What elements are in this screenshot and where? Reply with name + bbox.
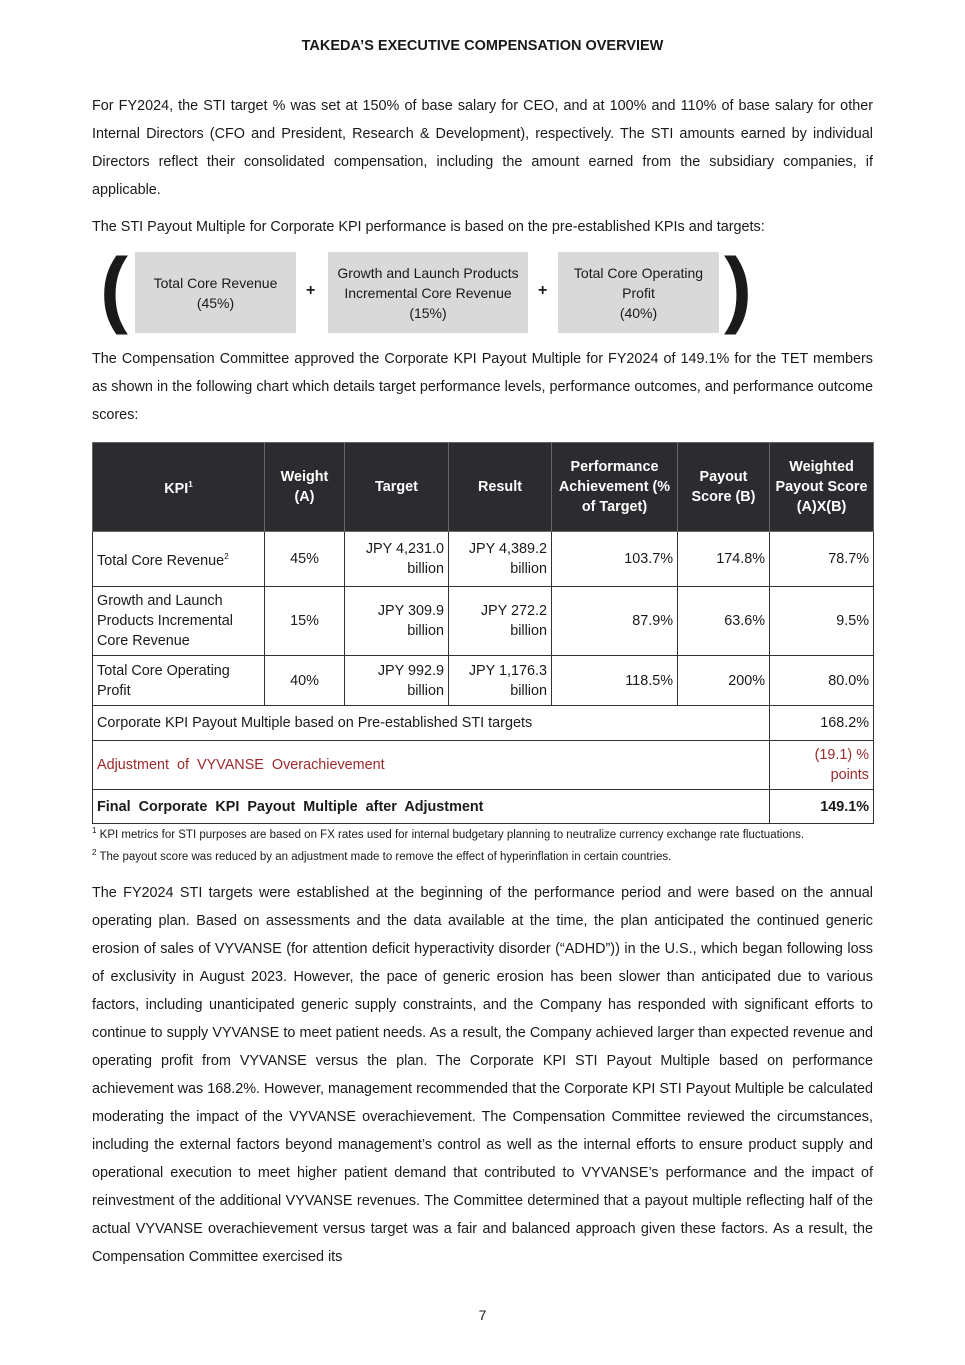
target-cell: JPY 992.9 billion <box>345 656 449 706</box>
plus-sign: + <box>306 282 316 299</box>
payout-cell: 200% <box>678 656 770 706</box>
result-cell: JPY 272.2 billion <box>449 587 552 656</box>
kpi-cell: Total Core Operating Profit <box>93 656 265 706</box>
kpi-table <box>92 442 874 824</box>
page-title: TAKEDA’S EXECUTIVE COMPENSATION OVERVIEW <box>301 38 664 54</box>
box-label: Total Core Operating <box>573 264 704 281</box>
performance-cell: 87.9% <box>552 587 678 656</box>
subtotal-label: Corporate KPI Payout Multiple based on Pre-established STI targets <box>93 706 770 741</box>
subtotal-value: 168.2% <box>770 706 874 741</box>
table-row <box>93 587 874 656</box>
header-weight: Weight (A) <box>265 443 345 532</box>
table-header-row <box>93 443 874 532</box>
final-value: 149.1% <box>770 790 874 824</box>
paragraph-committee: The Compensation Committee approved the Corporate KPI Payout Multiple for FY2024 of 149.1% for the TET members as shown in the following chart which details target performance levels, performance outcomes, and performance outcome scores: <box>92 351 873 423</box>
formula-box-growth <box>328 252 528 333</box>
payout-cell: 174.8% <box>678 532 770 587</box>
box-weight: (45%) <box>196 294 235 311</box>
result-cell: JPY 4,389.2 billion <box>449 532 552 587</box>
footnote-2: $^2$ The payout score was reduced by an adjustment made to remove the effect of hyperinflation in certain countries. <box>92 848 672 863</box>
table-row <box>93 656 874 706</box>
table-row <box>93 532 874 587</box>
kpi-formula <box>92 241 772 335</box>
final-label: Final Corporate KPI Payout Multiple after Adjustment <box>93 790 770 824</box>
page-number: 7 <box>478 1307 487 1323</box>
box-label: Incremental Core Revenue <box>344 284 512 301</box>
footnote-1: $^1$ KPI metrics for STI purposes are based on FX rates used for internal budgetary planning to neutralize currency exchange rate fluctuations. <box>92 826 805 841</box>
weighted-cell: 9.5% <box>770 587 874 656</box>
adjustment-row <box>93 741 874 790</box>
paragraph-payout-intro: The STI Payout Multiple for Corporate KPI performance is based on the pre-established KPIs and targets: <box>92 219 765 235</box>
box-label: Total Core Revenue <box>153 274 278 291</box>
performance-cell: 118.5% <box>552 656 678 706</box>
plus-sign: + <box>538 282 548 299</box>
subtotal-row <box>93 706 874 741</box>
weighted-cell: 80.0% <box>770 656 874 706</box>
weighted-cell: 78.7% <box>770 532 874 587</box>
close-paren: ) <box>724 241 752 335</box>
box-weight: (40%) <box>619 304 658 321</box>
header-result: Result <box>449 443 552 532</box>
open-paren: ( <box>100 241 128 335</box>
weight-cell: 45% <box>265 532 345 587</box>
header-target: Target <box>345 443 449 532</box>
kpi-cell: Total Core Revenue$^2$ <box>93 532 265 587</box>
box-weight: (15%) <box>409 304 447 321</box>
performance-cell: 103.7% <box>552 532 678 587</box>
result-cell: JPY 1,176.3 billion <box>449 656 552 706</box>
adjustment-value: (19.1) % points <box>770 741 874 790</box>
formula-box-profit <box>558 252 719 333</box>
target-cell: JPY 309.9 billion <box>345 587 449 656</box>
adjustment-label: Adjustment of VYVANSE Overachievement <box>93 741 770 790</box>
weight-cell: 15% <box>265 587 345 656</box>
box-label: Growth and Launch Products <box>337 264 519 281</box>
header-weighted: Weighted Payout Score (A)X(B) <box>770 443 874 532</box>
paragraph-vyvanse: The FY2024 STI targets were established at the beginning of the performance period and were based on the annual operating plan. Based on assessments and the data available at the time, the plan anticipated the continued generic erosion of sales of VYVANSE (for attention deficit hyperactivity disorder (“ADHD”)) in the U.S., which began following loss of exclusivity in August 2023. However, the pace of generic erosion has been slower than anticipated due to various factors, including unanticipated generic supply constraints, and the Company has responded with significant efforts to continue to supply VYVANSE to meet patient needs. As a result, the Company achieved larger than expected revenue and operating profit from VYVANSE versus the plan. The Corporate KPI STI Payout Multiple based on performance achievement was 168.2%. However, management recommended that the Corporate KPI STI Payout Multiple be calculated moderating the impact of the VYVANSE overachievement. The Compensation Committee reviewed the circumstances, including the external factors beyond management’s control as well as the internal efforts to ensure product supply and operational execution to meet higher patient demand that contributed to VYVANSE’s performance and the impact of reinvestment of the additional VYVANSE revenues. The Committee determined that a payout multiple reflecting half of the actual VYVANSE overachievement versus target was a fair and balanced approach given these factors. As a result, the Compensation Committee exercised its <box>92 885 873 1265</box>
kpi-cell: Growth and Launch Products Incremental Core Revenue <box>93 587 265 656</box>
weight-cell: 40% <box>265 656 345 706</box>
box-label: Profit <box>622 284 655 301</box>
header-payout: Payout Score (B) <box>678 443 770 532</box>
target-cell: JPY 4,231.0 billion <box>345 532 449 587</box>
header-performance: Performance Achievement (% of Target) <box>552 443 678 532</box>
final-row <box>93 790 874 824</box>
paragraph-sti-target: For FY2024, the STI target % was set at 150% of base salary for CEO, and at 100% and 110% of base salary for other Internal Directors (CFO and President, Research & Development), respectively. The STI amounts earned by individual Directors reflect their consolidated compensation, including the amount earned from the subsidiary companies, if applicable. <box>92 98 873 198</box>
header-kpi: KPI$^1$ <box>93 443 265 532</box>
payout-cell: 63.6% <box>678 587 770 656</box>
formula-box-revenue <box>135 252 296 333</box>
